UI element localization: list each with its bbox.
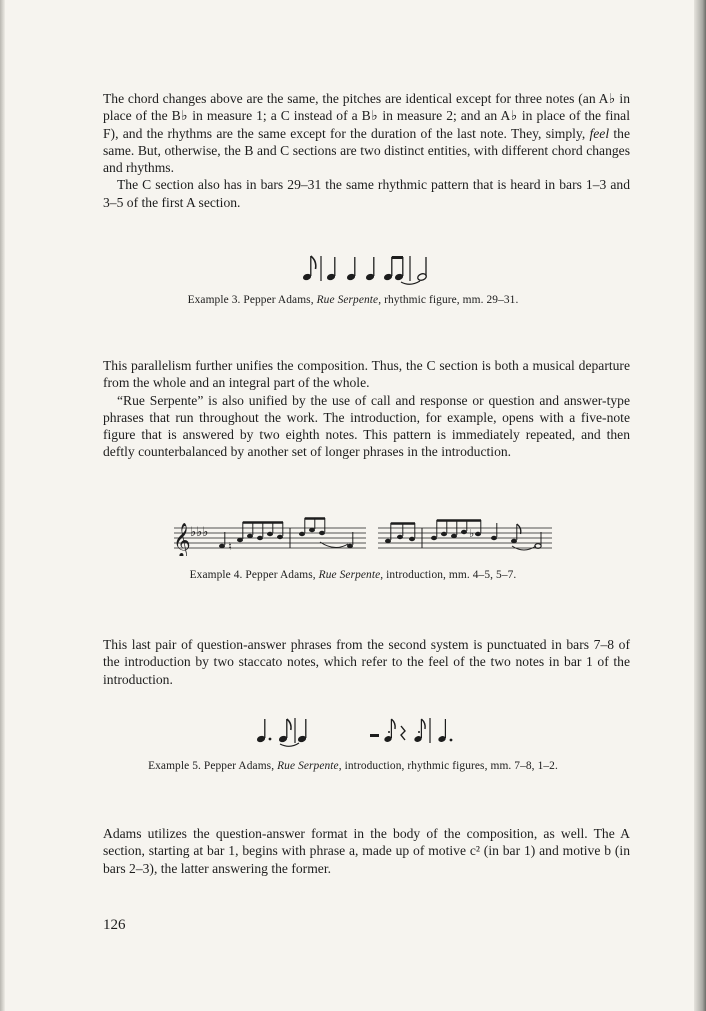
caption-prefix: Example 3. Pepper Adams,	[187, 294, 317, 306]
caption-suffix: , introduction, rhythmic figures, mm. 7–8, 1–2.	[338, 760, 558, 772]
svg-text:♮: ♮	[228, 541, 232, 553]
paragraph-staccato	[103, 636, 630, 688]
example-5-rhythm-right	[368, 712, 468, 748]
paragraph-6-text: Adams utilizes the question-answer format in the body of the composition, as well. The A section, starting at bar 1, begins with phrase a, made up of motive c² (in bar 1) and motive b (in bars 2–3), the latter answering the former.	[103, 826, 630, 876]
svg-text:♭: ♭	[469, 528, 475, 540]
caption-title: Rue Serpente	[316, 294, 379, 306]
page-number: 126	[103, 917, 126, 933]
caption-suffix: , rhythmic figure, mm. 29–31.	[378, 294, 519, 306]
paragraph-4-text: “Rue Serpente” is also unified by the use of call and response or question and answer-type phrases that run throughout the work. The introduction, for example, opens with a five-note figure that is answered by two eighth notes. This pattern is immediately repeated, and then deftly counterbalanced by another set of longer phrases in the introduction.	[103, 392, 630, 460]
example-4-caption	[0, 569, 706, 581]
scan-edge-right	[694, 0, 706, 1011]
example-4-staff-right	[376, 508, 554, 556]
example-4-staff-left	[170, 508, 370, 556]
svg-text:𝄞: 𝄞	[173, 524, 191, 556]
scan-edge-left	[0, 0, 5, 1011]
caption-suffix: , introduction, mm. 4–5, 5–7.	[380, 569, 517, 581]
caption-prefix: Example 4. Pepper Adams,	[189, 569, 319, 581]
caption-title: Rue Serpente	[318, 569, 381, 581]
example-3-caption	[0, 294, 706, 306]
paragraph-1-tail: the same. But, otherwise, the B and C sections are two distinct entities, with different chord changes and rhythms.	[103, 125, 630, 176]
paragraph-question-answer	[103, 825, 630, 877]
paragraph-chord-changes	[103, 90, 630, 211]
paragraph-2-text: The C section also has in bars 29–31 the same rhythmic pattern that is heard in bars 1–3 and 3–5 of the first A section.	[103, 177, 630, 210]
example-5-rhythm-left	[255, 712, 315, 748]
paragraph-parallelism	[103, 357, 630, 461]
paragraph-1-text: The chord changes above are the same, the pitches are identical except for three notes (an A♭ in place of the B♭ in measure 1; a C instead of a B♭ in measure 2; and an A♭ in place of the final F), and the rhythms are the same except for the duration of the last note. They, simply,	[103, 91, 630, 141]
example-5-caption	[0, 760, 706, 772]
svg-text:♭♭♭: ♭♭♭	[190, 524, 209, 539]
paragraph-5-text: This last pair of question-answer phrases from the second system is punctuated in bars 7–8 of the introduction by two staccato notes, which refer to the feel of the two notes in bar 1 of the introduction.	[103, 637, 630, 687]
paragraph-1-emphasis: feel	[589, 125, 610, 141]
paragraph-3-text: This parallelism further unifies the composition. Thus, the C section is both a musical departure from the whole and an integral part of the whole.	[103, 358, 630, 391]
caption-title: Rue Serpente	[277, 760, 339, 772]
caption-prefix: Example 5. Pepper Adams,	[148, 760, 278, 772]
example-3-rhythm-figure	[300, 250, 440, 286]
